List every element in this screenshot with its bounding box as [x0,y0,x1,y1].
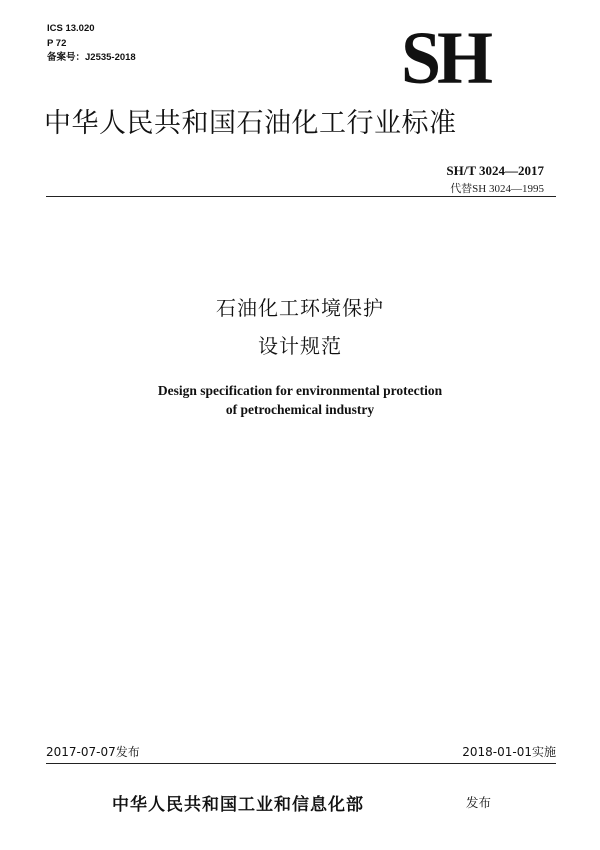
issue-label: 发布 [466,795,492,810]
top-divider [46,196,556,197]
ics-code: ICS 13.020 [47,23,95,34]
standard-title: 中华人民共和国石油化工行业标准 [44,108,457,139]
issuing-authority: 中华人民共和国工业和信息化部 [112,795,364,815]
bottom-divider [46,763,556,764]
document-title-cn-line1: 石油化工环境保护 [216,296,384,320]
sh-logo: SH [401,16,490,101]
category-code: P 72 [47,38,67,49]
publish-date: 2017-07-07发布 [46,745,140,759]
document-title-en-line2: of petrochemical industry [225,402,375,417]
document-title-en-line1: Design specification for environmental protection [157,383,443,398]
filing-number: 备案号：J2535-2018 [47,52,136,63]
document-title-cn-line2: 设计规范 [258,334,342,358]
standard-code: SH/T 3024—2017 [446,163,544,178]
effective-date: 2018-01-01实施 [462,745,556,759]
replaces-note: 代替SH 3024—1995 [450,183,544,195]
